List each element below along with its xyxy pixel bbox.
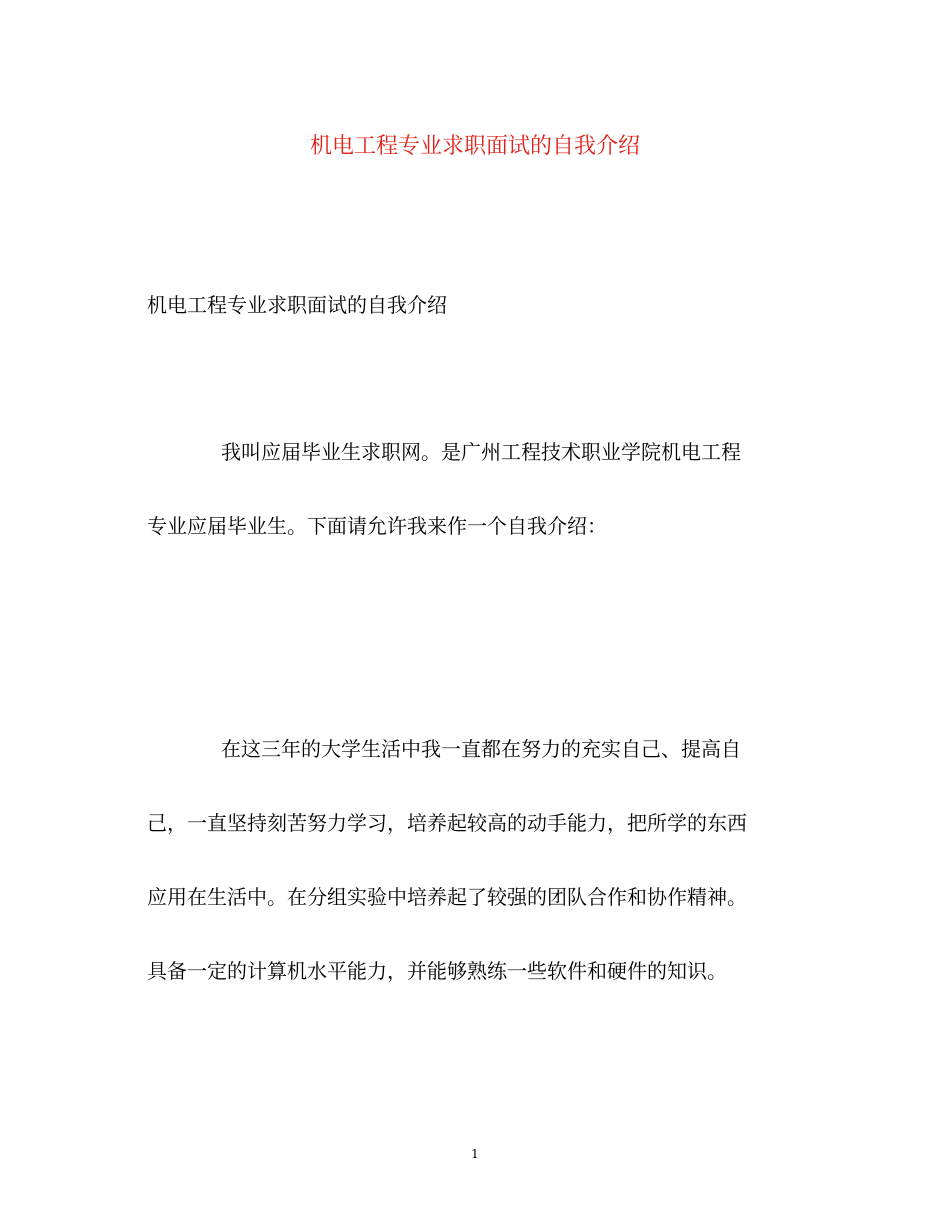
paragraph-introduction xyxy=(147,415,807,563)
paragraph-line: 己，一直坚持刻苦努力学习，培养起较高的动手能力，把所学的东西 xyxy=(147,811,747,835)
paragraph-line: 应用在生活中。在分组实验中培养起了较强的团队合作和协作精神。 xyxy=(147,885,747,909)
paragraph-line: 我叫应届毕业生求职网。是广州工程技术职业学院机电工程 xyxy=(221,440,741,464)
page-number: 1 xyxy=(471,1147,479,1161)
document-subtitle: 机电工程专业求职面试的自我介绍 xyxy=(147,293,447,317)
document-title: 机电工程专业求职面试的自我介绍 xyxy=(309,134,640,159)
paragraph-line: 具备一定的计算机水平能力，并能够熟练一些软件和硬件的知识。 xyxy=(147,959,727,983)
paragraph-line: 在这三年的大学生活中我一直都在努力的充实自己、提高自 xyxy=(221,737,741,761)
paragraph-college-life xyxy=(147,712,807,1008)
paragraph-line: 专业应届毕业生。下面请允许我来作一个自我介绍： xyxy=(147,514,607,538)
